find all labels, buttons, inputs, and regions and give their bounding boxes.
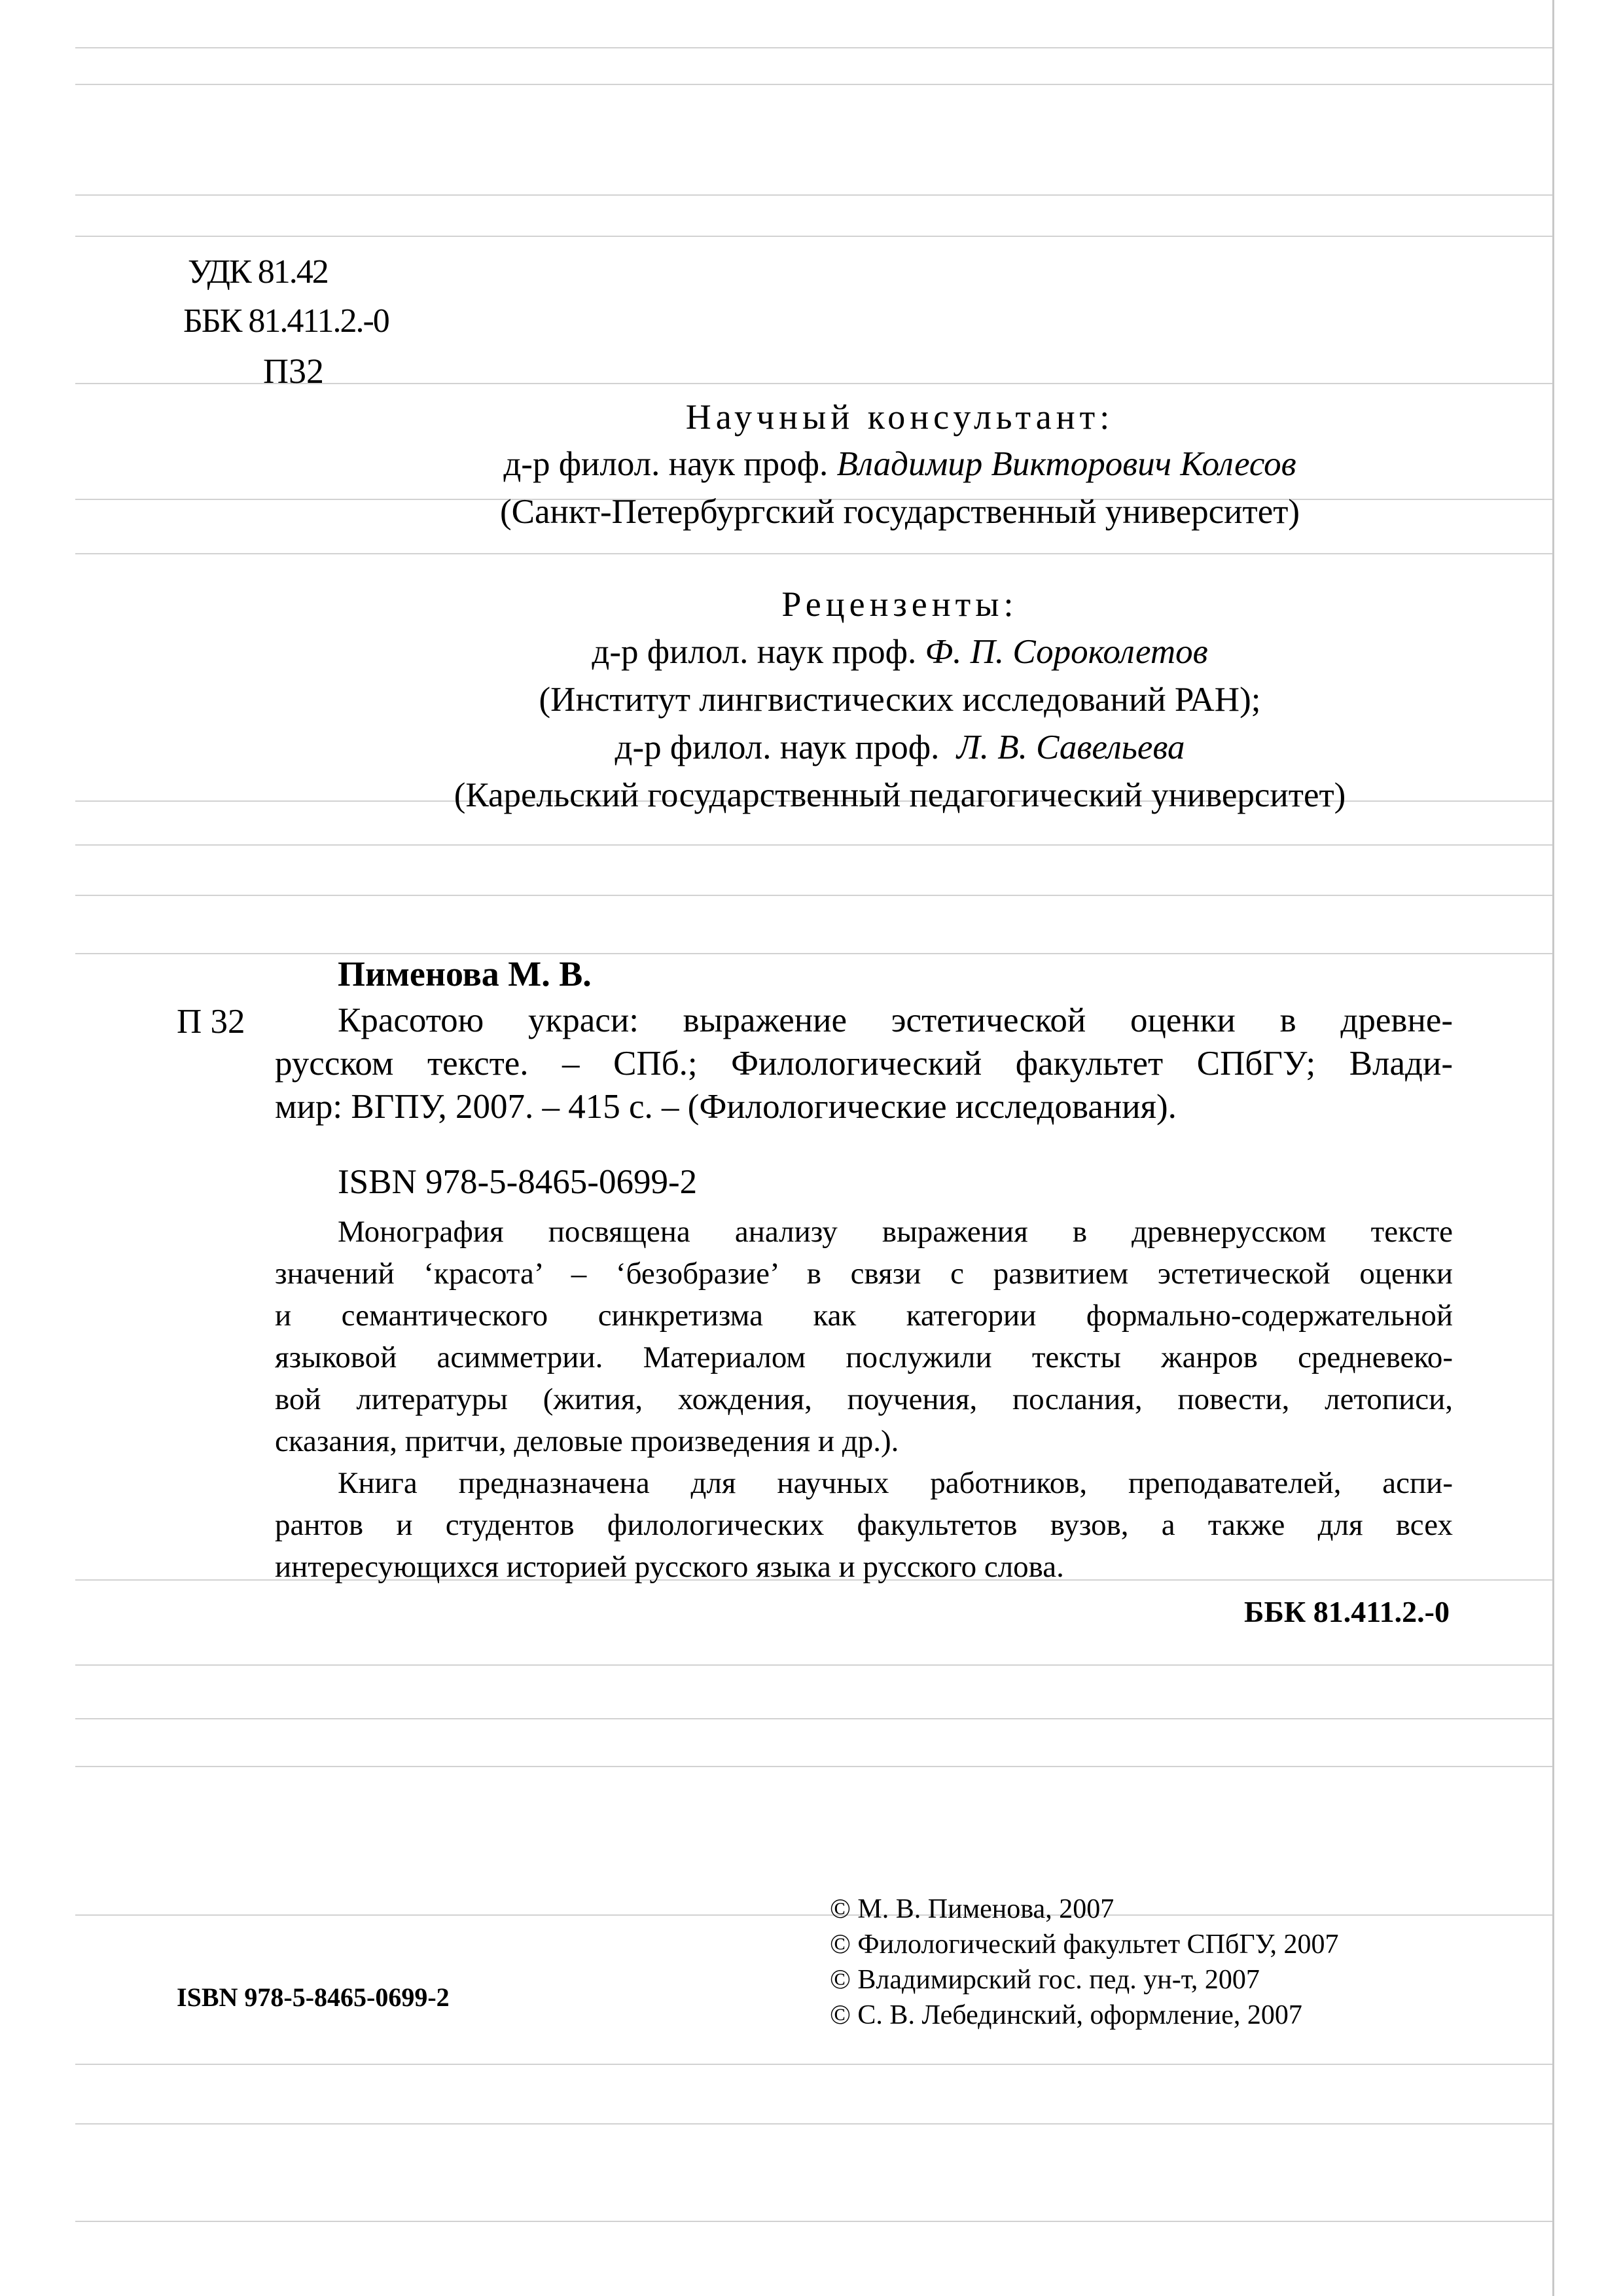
annotation-line: сказания, притчи, деловые произведения и др.). xyxy=(275,1424,899,1458)
page-edge-line xyxy=(1552,0,1554,2296)
ruled-line xyxy=(75,2221,1554,2222)
annotation-line: Монография посвящена анализу выражения в древнерусском тексте xyxy=(338,1215,1453,1249)
reviewer-line xyxy=(249,632,1551,672)
ruled-line xyxy=(75,2123,1554,2125)
copyright-line: © Владимирский гос. пед. ун-т, 2007 xyxy=(830,1965,1260,1995)
reviewers-heading: Рецензенты: xyxy=(781,584,1018,624)
consultant-name: Владимир Викторович Колесов xyxy=(836,445,1296,483)
footer-isbn: ISBN 978-5-8465-0699-2 xyxy=(177,1982,450,2012)
bibliographic-description xyxy=(275,999,1453,1128)
author-sign: П32 xyxy=(263,351,324,391)
consultant-degree: д-р филол. наук проф. xyxy=(503,445,829,483)
annotation-paragraph xyxy=(275,1211,1453,1462)
consultant-affiliation: (Санкт-Петербургский государственный университет) xyxy=(499,493,1300,531)
ruled-line xyxy=(75,953,1554,954)
reviewer-affiliation: (Институт лингвистических исследований РАН); xyxy=(539,681,1261,719)
reviewer-name: Л. В. Савельева xyxy=(956,728,1185,766)
description-line: русском тексте. – СПб.; Филологический факультет СПбГУ; Влади- xyxy=(275,1045,1453,1083)
reviewer-line xyxy=(249,728,1551,767)
ruled-line xyxy=(75,844,1554,846)
ruled-line xyxy=(75,2064,1554,2065)
annotation-line: Книга предназначена для научных работников, преподавателей, аспи- xyxy=(338,1466,1453,1500)
ruled-line xyxy=(75,553,1554,554)
book-author: Пименова М. В. xyxy=(338,954,592,994)
ruled-line xyxy=(75,236,1554,237)
reviewer-degree: д-р филол. наук проф. xyxy=(615,728,940,766)
copyright-line: © С. В. Лебединский, оформление, 2007 xyxy=(830,2000,1302,2030)
annotation-line: вой литературы (жития, хождения, поучения, послания, повести, летописи, xyxy=(275,1382,1453,1416)
ruled-line xyxy=(75,1664,1554,1666)
copyright-line: © Филологический факультет СПбГУ, 2007 xyxy=(830,1929,1339,1960)
annotation-line: интересующихся историей русского языка и русского слова. xyxy=(275,1550,1064,1584)
ruled-line xyxy=(75,1914,1554,1916)
bibliographic-sign: П 32 xyxy=(177,1003,245,1041)
reviewer-degree: д-р филол. наук проф. xyxy=(592,633,917,671)
annotation-line: языковой асимметрии. Материалом послужили тексты жанров средневеко- xyxy=(275,1340,1453,1374)
ruled-line xyxy=(75,895,1554,896)
udk-code: УДК 81.42 xyxy=(188,253,328,291)
isbn-line: ISBN 978-5-8465-0699-2 xyxy=(338,1163,698,1201)
description-line: Красотою украси: выражение эстетической оценки в древне- xyxy=(338,1001,1453,1039)
reviewer-name: Ф. П. Сороколетов xyxy=(925,633,1208,671)
annotation-line: и семантического синкретизма как категории формально-содержательной xyxy=(275,1299,1453,1333)
annotation-line: рантов и студентов филологических факультетов вузов, а также для всех xyxy=(275,1508,1453,1542)
reviewer-affiliation: (Карельский государственный педагогический университет) xyxy=(454,776,1346,814)
bbk-code: ББК 81.411.2.-0 xyxy=(183,302,389,340)
description-line: мир: ВГПУ, 2007. – 415 с. – (Филологические исследования). xyxy=(275,1088,1177,1126)
bbk-bottom-code: ББК 81.411.2.-0 xyxy=(1244,1595,1450,1628)
consultant-line xyxy=(249,444,1551,484)
consultant-heading: Научный консультант: xyxy=(685,397,1115,437)
ruled-line xyxy=(75,194,1554,196)
ruled-line xyxy=(75,84,1554,85)
ruled-line xyxy=(75,1718,1554,1719)
ruled-line xyxy=(75,1766,1554,1767)
copyright-line: © М. В. Пименова, 2007 xyxy=(830,1894,1115,1924)
annotation-line: значений ‘красота’ – ‘безобразие’ в связи с развитием эстетической оценки xyxy=(275,1257,1453,1291)
ruled-line xyxy=(75,47,1554,48)
annotation-paragraph xyxy=(275,1462,1453,1588)
